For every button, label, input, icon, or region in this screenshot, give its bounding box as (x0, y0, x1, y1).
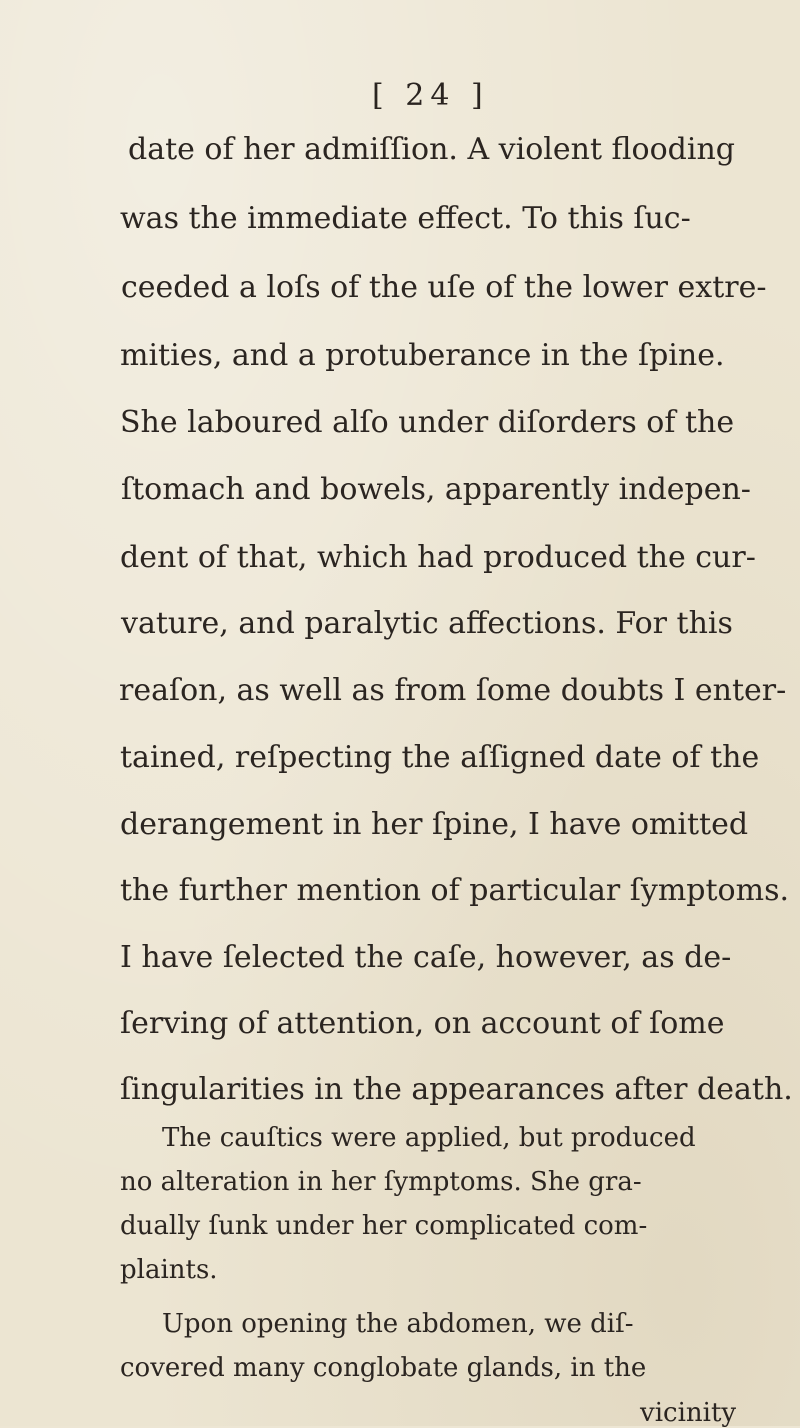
text-line: ceeded a loſs of the uſe of the lower extre- (121, 270, 767, 305)
text-line: ſingularities in the appearances after death. (120, 1072, 793, 1107)
text-line: derangement in her ſpine, I have omitted (120, 807, 749, 842)
text-line: tained, reſpecting the aſſigned date of the (120, 740, 760, 775)
catchword: vicinity (640, 1398, 737, 1428)
text-line: covered many conglobate glands, in the (120, 1353, 647, 1383)
text-line: the further mention of particular ſymptoms. (120, 873, 789, 908)
text-line: ſerving of attention, on account of ſome (120, 1006, 725, 1041)
text-line: Upon opening the abdomen, we diſ- (162, 1309, 634, 1339)
text-line: was the immediate effect. To this ſuc- (120, 201, 691, 236)
text-line: dent of that, which had produced the cur- (120, 540, 756, 575)
text-line: mities, and a protuberance in the ſpine. (120, 338, 725, 373)
text-line: I have ſelected the caſe, however, as de- (120, 940, 732, 975)
text-line: no alteration in her ſymptoms. She gra- (120, 1167, 642, 1197)
page-number-header: [ 24 ] (372, 78, 489, 113)
text-line: vature, and paralytic affections. For this (121, 606, 733, 641)
text-line: dually ſunk under her complicated com- (120, 1211, 648, 1241)
text-line: date of her admiſſion. A violent flooding (128, 132, 736, 167)
text-line: reaſon, as well as from ſome doubts I enter- (119, 673, 787, 708)
text-line: The cauſtics were applied, but produced (162, 1123, 696, 1153)
text-line: She laboured alſo under diſorders of the (120, 405, 735, 440)
text-line: ſtomach and bowels, apparently indepen- (121, 472, 751, 507)
text-line: plaints. (120, 1255, 218, 1285)
